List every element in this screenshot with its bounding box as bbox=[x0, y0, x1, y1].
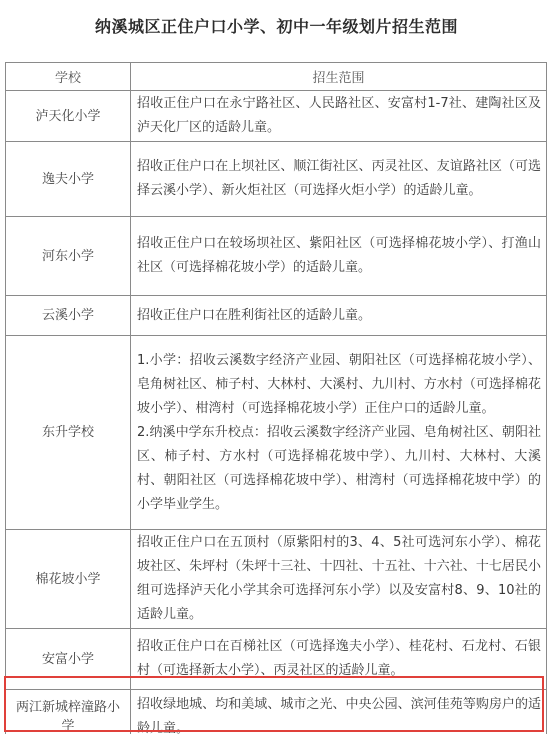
page-title: 纳溪城区正住户口小学、初中一年级划片招生范围 bbox=[94, 17, 458, 36]
header-school: 学校 bbox=[6, 63, 131, 91]
school-name: 东升学校 bbox=[6, 336, 131, 530]
school-name: 安富小学 bbox=[6, 629, 131, 690]
enrollment-scope bbox=[131, 690, 547, 734]
table-row bbox=[6, 690, 547, 734]
table-row bbox=[6, 91, 547, 142]
enrollment-scope bbox=[131, 91, 547, 142]
table-header-row bbox=[6, 63, 547, 91]
school-name: 棉花坡小学 bbox=[6, 530, 131, 629]
school-name: 河东小学 bbox=[6, 217, 131, 296]
scope-text: 招收正住户口在上坝社区、顺江街社区、丙灵社区、友谊路社区（可选择云溪小学）、新火炬社区（可选择火炬小学）的适龄儿童。 bbox=[137, 159, 541, 198]
school-name: 云溪小学 bbox=[6, 296, 131, 336]
table-row bbox=[6, 217, 547, 296]
scope-text: 招收正住户口在五顶村（原紫阳村的3、4、5社可选河东小学）、棉花坡社区、朱坪村（朱坪十三社、十四社、十五社、十六社、十七居民小组可选择泸天化小学其余可选择河东小学）以及安富村8、9、10社的适龄儿童。 bbox=[137, 535, 541, 622]
enrollment-scope bbox=[131, 530, 547, 629]
header-scope: 招生范围 bbox=[131, 63, 547, 91]
scope-text: 招收正住户口在较场坝社区、紫阳社区（可选择棉花坡小学）、打渔山社区（可选择棉花坡小学）的适龄儿童。 bbox=[137, 236, 541, 275]
enrollment-scope bbox=[131, 217, 547, 296]
scope-text: 2.纳溪中学东升校点：招收云溪数字经济产业园、皂角树社区、朝阳社区、柿子村、方水村（可选择棉花坡中学）、九川村、大林村、大溪村、朝阳社区（可选择棉花坡中学）、柑湾村（可选择棉花坡中学）的小学毕业学生。 bbox=[137, 424, 541, 512]
scope-text: 招收正住户口在永宁路社区、人民路社区、安富村1-7社、建陶社区及泸天化厂区的适龄儿童。 bbox=[137, 96, 541, 135]
scope-text: 招收正住户口在胜利街社区的适龄儿童。 bbox=[137, 307, 372, 323]
enrollment-scope bbox=[131, 296, 547, 336]
table-row bbox=[6, 296, 547, 336]
school-name: 泸天化小学 bbox=[6, 91, 131, 142]
table-row bbox=[6, 336, 547, 530]
table-row bbox=[6, 142, 547, 217]
enrollment-table bbox=[5, 62, 547, 734]
school-name: 逸夫小学 bbox=[6, 142, 131, 217]
enrollment-scope bbox=[131, 629, 547, 690]
school-name: 两江新城梓潼路小学 bbox=[6, 690, 131, 734]
scope-text: 1.小学：招收云溪数字经济产业园、朝阳社区（可选择棉花坡小学）、皂角树社区、柿子村、大林村、大溪村、九川村、方水村（可选择棉花坡小学）、柑湾村（可选择棉花坡小学）正住户口的适龄儿童。 bbox=[137, 352, 541, 416]
scope-text: 招收正住户口在百梯社区（可选择逸夫小学）、桂花村、石龙村、石银村（可选择新太小学）、丙灵社区的适龄儿童。 bbox=[137, 639, 541, 678]
scope-text: 招收绿地城、均和美域、城市之光、中央公园、滨河佳苑等购房户的适龄儿童。 bbox=[137, 696, 541, 734]
table-row bbox=[6, 530, 547, 629]
enrollment-scope bbox=[131, 142, 547, 217]
enrollment-scope bbox=[131, 336, 547, 530]
table-row bbox=[6, 629, 547, 690]
